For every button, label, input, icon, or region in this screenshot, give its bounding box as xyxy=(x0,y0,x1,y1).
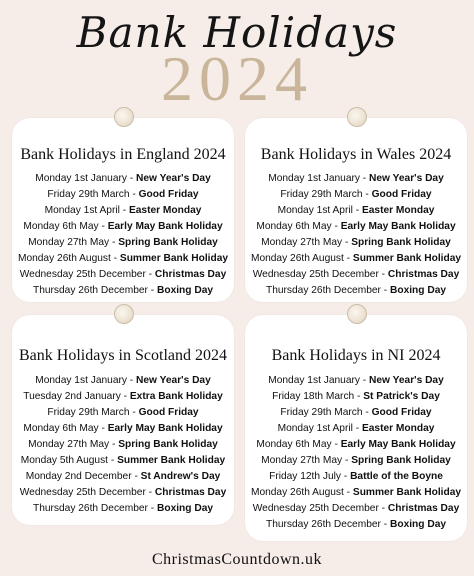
holiday-row xyxy=(12,267,234,283)
holiday-name: Good Friday xyxy=(371,189,432,200)
pin-icon xyxy=(347,107,367,127)
holiday-name: Early May Bank Holiday xyxy=(340,439,456,450)
pin-icon xyxy=(114,107,134,127)
holiday-list xyxy=(245,171,467,299)
holiday-name: Good Friday xyxy=(371,407,432,418)
holiday-row xyxy=(12,437,234,453)
holiday-date: Monday 1st January - xyxy=(35,173,137,184)
holiday-date: Monday 1st January - xyxy=(268,375,370,386)
holiday-row xyxy=(12,405,234,421)
holiday-date: Monday 5th August - xyxy=(20,455,118,466)
holiday-name: Christmas Day xyxy=(387,269,460,280)
holiday-name: Boxing Day xyxy=(389,285,447,296)
card-title: Bank Holidays in Wales 2024 xyxy=(260,146,452,163)
holiday-date: Monday 27th May - xyxy=(261,455,352,466)
holiday-name: Early May Bank Holiday xyxy=(340,221,456,232)
holiday-name: Battle of the Boyne xyxy=(350,471,443,482)
holiday-row xyxy=(245,437,467,453)
card-title: Bank Holidays in England 2024 xyxy=(20,146,226,163)
holiday-date: Thursday 26th December - xyxy=(265,285,390,296)
holiday-row xyxy=(245,283,467,299)
holiday-row xyxy=(245,485,467,501)
holiday-row xyxy=(12,373,234,389)
holiday-name: Christmas Day xyxy=(154,487,227,498)
holiday-row xyxy=(245,501,467,517)
holiday-row xyxy=(12,171,234,187)
holiday-date: Wednesday 25th December - xyxy=(252,503,388,514)
holiday-name: St Andrew's Day xyxy=(140,471,221,482)
card-ni xyxy=(245,315,467,541)
holiday-date: Tuesday 2nd January - xyxy=(23,391,130,402)
card-scotland xyxy=(12,315,234,525)
holiday-date: Wednesday 25th December - xyxy=(19,487,155,498)
holiday-row xyxy=(245,421,467,437)
page-header xyxy=(0,0,474,115)
holiday-row xyxy=(245,469,467,485)
holiday-date: Monday 1st April - xyxy=(277,205,362,216)
holiday-name: Christmas Day xyxy=(154,269,227,280)
holiday-row xyxy=(245,373,467,389)
holiday-date: Monday 6th May - xyxy=(23,423,108,434)
script-title: Bank Holidays xyxy=(76,8,398,57)
holiday-row xyxy=(12,501,234,517)
holiday-date: Monday 27th May - xyxy=(28,237,119,248)
holiday-row xyxy=(12,219,234,235)
holiday-name: Summer Bank Holiday xyxy=(352,487,462,498)
holiday-date: Monday 26th August - xyxy=(250,253,353,264)
holiday-name: Extra Bank Holiday xyxy=(129,391,223,402)
card-title: Bank Holidays in NI 2024 xyxy=(271,347,441,364)
holiday-row xyxy=(12,485,234,501)
holiday-name: Boxing Day xyxy=(389,519,447,530)
holiday-name: Good Friday xyxy=(138,189,199,200)
holiday-name: Spring Bank Holiday xyxy=(351,237,451,248)
holiday-name: Good Friday xyxy=(138,407,199,418)
holiday-date: Monday 6th May - xyxy=(256,221,341,232)
holiday-date: Monday 1st April - xyxy=(277,423,362,434)
holiday-row xyxy=(12,235,234,251)
holiday-date: Monday 6th May - xyxy=(256,439,341,450)
holiday-row xyxy=(12,469,234,485)
holiday-row xyxy=(12,203,234,219)
holiday-date: Monday 26th August - xyxy=(250,487,353,498)
holiday-name: Boxing Day xyxy=(156,285,214,296)
holiday-name: Spring Bank Holiday xyxy=(351,455,451,466)
holiday-list xyxy=(12,373,234,517)
holiday-name: Early May Bank Holiday xyxy=(107,423,223,434)
holiday-row xyxy=(12,389,234,405)
holiday-name: Easter Monday xyxy=(361,205,435,216)
holiday-date: Thursday 26th December - xyxy=(32,503,157,514)
holiday-date: Wednesday 25th December - xyxy=(252,269,388,280)
holiday-date: Monday 27th May - xyxy=(261,237,352,248)
pin-icon xyxy=(347,304,367,324)
holiday-name: Summer Bank Holiday xyxy=(119,253,229,264)
holiday-row xyxy=(245,171,467,187)
holiday-name: New Year's Day xyxy=(136,375,211,386)
holiday-date: Thursday 26th December - xyxy=(265,519,390,530)
holiday-date: Monday 6th May - xyxy=(23,221,108,232)
pin-icon xyxy=(114,304,134,324)
holiday-name: Summer Bank Holiday xyxy=(117,455,226,466)
holiday-row xyxy=(245,251,467,267)
holiday-date: Friday 29th March - xyxy=(47,407,139,418)
holiday-row xyxy=(245,203,467,219)
holiday-name: Spring Bank Holiday xyxy=(118,237,218,248)
holiday-date: Friday 12th July - xyxy=(269,471,351,482)
holiday-row xyxy=(12,421,234,437)
holiday-row xyxy=(245,267,467,283)
holiday-date: Friday 29th March - xyxy=(280,407,372,418)
holiday-row xyxy=(245,453,467,469)
card-title: Bank Holidays in Scotland 2024 xyxy=(19,347,227,364)
year-title: 2024 xyxy=(161,43,313,114)
holiday-name: St Patrick's Day xyxy=(363,391,440,402)
holiday-date: Wednesday 25th December - xyxy=(19,269,155,280)
holiday-row xyxy=(12,187,234,203)
holiday-date: Monday 26th August - xyxy=(17,253,120,264)
holiday-date: Friday 29th March - xyxy=(280,189,372,200)
holiday-name: Early May Bank Holiday xyxy=(107,221,223,232)
holiday-date: Friday 18th March - xyxy=(272,391,364,402)
holiday-date: Monday 1st April - xyxy=(44,205,129,216)
holiday-row xyxy=(245,405,467,421)
holiday-row xyxy=(245,235,467,251)
holiday-row xyxy=(12,283,234,299)
holiday-name: Boxing Day xyxy=(156,503,214,514)
holiday-row xyxy=(245,517,467,533)
holiday-name: Summer Bank Holiday xyxy=(352,253,462,264)
holiday-row xyxy=(12,453,234,469)
holiday-name: Easter Monday xyxy=(128,205,202,216)
holiday-row xyxy=(12,251,234,267)
holiday-row xyxy=(245,389,467,405)
holiday-name: Christmas Day xyxy=(387,503,460,514)
holiday-date: Monday 2nd December - xyxy=(25,471,141,482)
holiday-row xyxy=(245,219,467,235)
holiday-date: Monday 1st January - xyxy=(35,375,137,386)
holiday-date: Thursday 26th December - xyxy=(32,285,157,296)
holiday-list xyxy=(245,373,467,533)
holiday-name: New Year's Day xyxy=(136,173,211,184)
card-wales xyxy=(245,118,467,302)
holiday-row xyxy=(245,187,467,203)
holiday-date: Monday 1st January - xyxy=(268,173,370,184)
holiday-list xyxy=(12,171,234,299)
card-england xyxy=(12,118,234,302)
holiday-name: Easter Monday xyxy=(361,423,435,434)
site-footer[interactable]: ChristmasCountdown.uk xyxy=(151,551,323,568)
holiday-date: Friday 29th March - xyxy=(47,189,139,200)
holiday-date: Monday 27th May - xyxy=(28,439,119,450)
holiday-name: New Year's Day xyxy=(369,173,444,184)
holiday-name: New Year's Day xyxy=(369,375,444,386)
holiday-name: Spring Bank Holiday xyxy=(118,439,218,450)
